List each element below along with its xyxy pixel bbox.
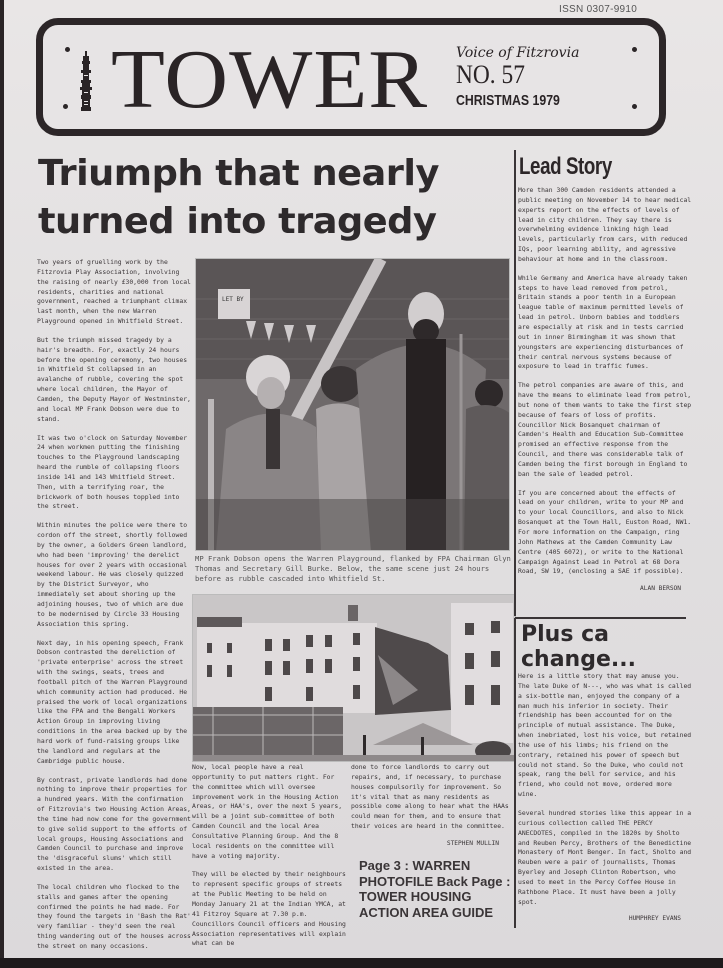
byline: HUMPHREY EVANS (628, 915, 681, 923)
column-rule (514, 618, 516, 928)
masthead (36, 18, 666, 136)
main-story-column-2 (192, 763, 347, 958)
main-headline (38, 150, 523, 246)
playground-opening-photo (195, 258, 510, 551)
inside-pages-promo: Page 3 : WARREN PHOTOFILE Back Page : TOWER HOUSING ACTION AREA GUIDE (359, 858, 511, 920)
byline: ALAN BERSON (640, 585, 681, 593)
headline-line-2: turned into tragedy (38, 201, 437, 242)
plus-ca-change-title (521, 622, 636, 672)
section-divider (515, 617, 686, 619)
paragraph: It was two o'clock on Saturday November 24 when workmen putting the finishing touches to the Playground landscaping heard the rumble of collapsing floors inside 141 and 143 Whitfield Street. Then, with a terrifying roar, the brickwork of both houses toppled into the street. (37, 433, 188, 511)
lead-story-column (518, 186, 693, 594)
issue-number: NO. 57 (456, 60, 525, 89)
rivet-icon (632, 104, 637, 109)
paragraph: Two years of gruelling work by the Fitzrovia Play Association, involving the raising of nearly £30,000 from local residents, charities and national government, reached a triumphant climax last month, when the new Warren Playground opened in Whitfield Street. (37, 258, 191, 326)
paragraph: By contrast, private landlords had done nothing to improve their properties for a hundred years. With the confirmation of Fitzrovia's two Housing Action Areas, the time had now come for the government to give solid support to the efforts of local groups, Housing Associations and Camden Council to purchase and improve the 'disgraceful slums' which still existed in the area. (37, 775, 191, 873)
photo-illustration (196, 259, 510, 551)
paragraph: If you are concerned about the effects of lead on your children, write to your MP and to your local Councillors, and also to Nick Bosanquet at the Town Hall, Euston Road, NW1. For more information on the Campaign, ring John Mathews at the Camden Community Law Centre (405 6072), or write to the National Campaign Against Lead in Petrol at 68 Dora Road, SW 19, (enclosing a SAE if possible). (518, 488, 692, 576)
column-rule (514, 150, 516, 616)
paragraph: Here is a little story that may amuse you. The late Duke of N---, who was what is called a six-bottle man, enjoyed the company of a man much his inferior in society. Their friendship has been accounted for on the principle of mutual assistance. The Duke, when inebriated, lost his voice, but retained the use of his limbs; his friend on the contrary, retained his power of speech but could not stand. So the Duke, who could not speak, rang the bell for service, and his friend, who could not move, ordered more wine. (518, 672, 692, 799)
paragraph: Now, local people have a real opportunity to put matters right. For the committee which will oversee improvement work in the Housing Action Areas, or HAA's, over the next 5 years, will be a joint sub-committee of both Camden Council and the local Area Consultative Planning Group. And the 8 local residents on the committee will have a voting majority. (192, 763, 343, 860)
collapsed-houses-photo (192, 594, 516, 762)
paragraph: The local children who flocked to the stalls and games after the opening confirmed the points he had made. For they found the targets in 'Bash the Rat' very familiar - they'd seen the real thing wandering out of the houses across the street on many occasions. (37, 882, 191, 950)
paragraph: But the triumph missed tragedy by a hair's breadth. For, exactly 24 hours before the opening ceremony, two houses in Whitfield St collapsed in an avalanche of rubble, covering the spot where local children, the Mayor of Camden, the Deputy Mayor of Westminster, and local MP Frank Dobson were due to stand. (37, 335, 191, 423)
title-line-2: change... (521, 647, 636, 672)
paragraph: More than 300 Camden residents attended a public meeting on November 14 to hear medical experts report on the effects of levels of lead in city children. They say there is overwhelming evidence linking high lead levels, particularly from cars, with reduced IQs, poor learning ability, and agressive behaviour at home and in the classroom. (518, 186, 692, 263)
svg-text:LET BY: LET BY (222, 296, 244, 303)
issn-number: ISSN 0307-9910 (559, 4, 638, 15)
lead-story-title: Lead Story (519, 153, 612, 180)
masthead-title: TOWER (111, 33, 429, 126)
main-story-column-3 (351, 763, 511, 849)
issue-date: CHRISTMAS 1979 (456, 92, 560, 109)
paragraph: The petrol companies are aware of this, and have the means to eliminate lead from petrol, but none of them wants to take the first step because of fears of loss of profits. Councillor Nick Bosanquet chairman of Camden's Health and Education Sub-Committee promised an effective response from the Council, and there was considerable talk of Camden being the first borough in England to ban the sale of leaded petrol. (518, 381, 692, 478)
main-story-column (37, 258, 193, 961)
paragraph: Several hundred stories like this appear in a curious collection called THE PERCY ANECDOTES, compiled in the 1820s by Sholto and Reuben Percy, Brothers of the Benedictine Monastery of Mont Benger. In fact, Sholto and Reuben were a pair of journalists, Thomas Byerley and Joseph Clinton Robertson, who used to meet in the Percy Coffee House in Rathbone Place. It must have been a jolly spot. (518, 808, 692, 906)
rivet-icon (65, 47, 70, 52)
paragraph: Next day, in his opening speech, Frank Dobson contrasted the dereliction of 'private enterprise' across the street with the swings, seats, trees and football pitch of the Warren Playground which community action had produced. He praised the work of local organizations like the FPA and the Bengali Workers Action Group in improving living conditions in the area backed up by the hard work of fund-raising groups like the landlord and regulars at the Cambridge public house. (37, 638, 188, 765)
byline: STEPHEN MULLIN (446, 839, 499, 847)
paragraph: While Germany and America have already taken steps to have lead removed from petrol, Britain stands a poor tenth in a European league table of maximum permitted levels of lead in petrol. Unborn babies and toddlers are especially at risk and in tests carried out in inner Birmingham it was shown that youngsters are experiencing disturbances of their central nervous systems because of exposure to lead in traffic fumes. (518, 273, 688, 371)
paragraph: Within minutes the police were there to cordon off the street, shortly followed by the owner, a Golders Green landlord, who had been 'improving' the derelict houses for over 2 years with occasional weekend labour. He was closely quizzed by the District Surveyor, who immediately set about shoring up the adjoining houses, two of which are due to be modernised by Circle 33 Housing Association this spring. (37, 521, 188, 628)
tower-icon (79, 51, 93, 111)
photo-caption: MP Frank Dobson opens the Warren Playground, flanked by FPA Chairman Glyn Thomas and Secretary Gill Burke. Below, the same scene just 24 hours before as rubble cascaded into Whitfield St. (195, 554, 511, 583)
rivet-icon (632, 47, 637, 52)
background-edge (0, 958, 723, 968)
paragraph: done to force landlords to carry out repairs, and, if necessary, to purchase houses compulsorily for improvement. So it's vital that as many residents as possible come along to hear what the HAAs could mean for them, and to ensure that their voices are heard in the committee. (351, 763, 509, 831)
headline-line-1: Triumph that nearly (38, 153, 439, 194)
title-line-1: Plus ca (521, 622, 609, 647)
masthead-tagline: Voice of Fitzrovia (456, 45, 580, 61)
paragraph: They will be elected by their neighbours to represent specific groups of streets at the Public Meeting to be held on Monday January 21 at the Indian YMCA, at 41 Fitzroy Square at 7.30 p.m. Councillors Council officers and Housing Association representatives will explain what can be (192, 870, 346, 948)
photo-illustration (193, 595, 516, 762)
plus-ca-change-column (518, 672, 693, 924)
newspaper-page (4, 0, 723, 958)
rivet-icon (63, 104, 68, 109)
